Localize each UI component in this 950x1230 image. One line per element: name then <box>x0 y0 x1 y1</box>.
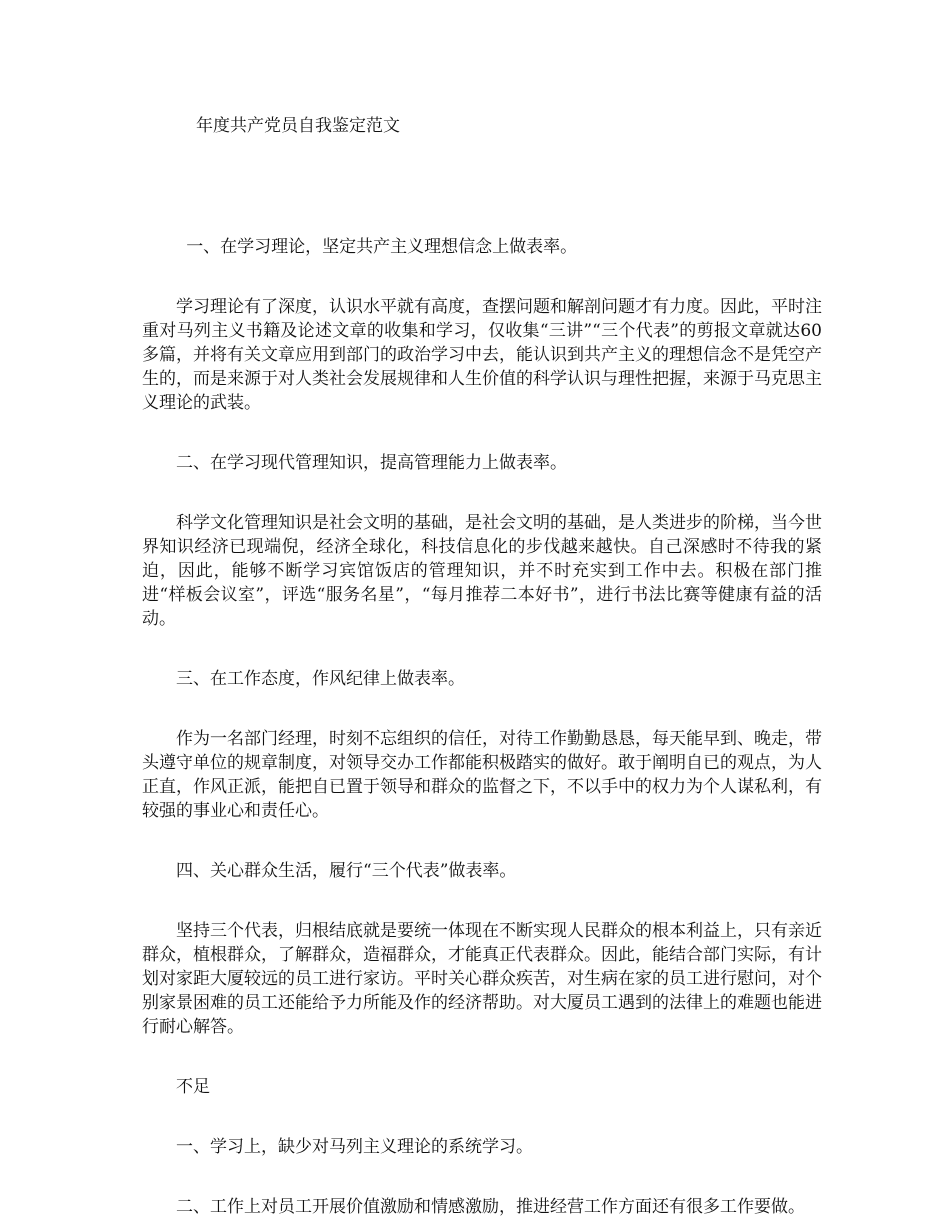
document-title: 年度共产党员自我鉴定范文 <box>196 116 400 136</box>
paragraph-spacer <box>142 1039 822 1075</box>
shortcoming-item-work: 二、工作上对员工开展价值激励和情感激励，推进经营工作方面还有很多工作要做。 <box>176 1197 805 1217</box>
section-heading-shortcomings: 不足 <box>176 1077 210 1097</box>
paragraph-spacer <box>142 1099 822 1135</box>
body-paragraph-management: 科学文化管理知识是社会文明的基础，是社会文明的基础，是人类进步的阶梯，当今世界知识经济已现端倪，经济全球化，科技信息化的步伐越来越快。自己深感时不待我的紧迫，因此，能够不断学习宾馆饭店的管理知识，并不时充实到工作中去。积极在部门推进“样板会议室”，评选“服务名星”，“每月推荐二本好书”，进行书法比赛等健康有益的活动。 <box>142 513 822 629</box>
document-body <box>142 235 822 1219</box>
paragraph-spacer <box>142 259 822 295</box>
shortcoming-item-study: 一、学习上，缺少对马列主义理论的系统学习。 <box>176 1137 533 1157</box>
paragraph-spacer <box>142 475 822 511</box>
paragraph-spacer <box>142 415 822 451</box>
section-heading-work-attitude: 三、在工作态度，作风纪律上做表率。 <box>176 669 465 689</box>
body-paragraph-study-theory: 学习理论有了深度，认识水平就有高度，查摆问题和解剖问题才有力度。因此，平时注重对马列主义书籍及论述文章的收集和学习，仅收集“三讲”“三个代表”的剪报文章就达60多篇，并将有关文章应用到部门的政治学习中去，能认识到共产主义的理想信念不是凭空产生的，而是来源于对人类社会发展规律和人生价值的科学认识与理性把握，来源于马克思主义理论的武装。 <box>142 297 822 413</box>
body-paragraph-work-attitude: 作为一名部门经理，时刻不忘组织的信任，对待工作勤勤恳恳，每天能早到、晚走，带头遵守单位的规章制度，对领导交办工作都能积极踏实的做好。敢于阐明自已的观点，为人正直，作风正派，能把自已置于领导和群众的监督之下，不以手中的权力为个人谋私利，有较强的事业心和责任心。 <box>142 729 822 821</box>
paragraph-spacer <box>142 691 822 727</box>
paragraph-spacer <box>142 631 822 667</box>
section-heading-care-masses: 四、关心群众生活，履行“三个代表”做表率。 <box>176 861 517 881</box>
section-heading-management: 二、在学习现代管理知识，提高管理能力上做表率。 <box>176 453 567 473</box>
paragraph-spacer <box>142 883 822 919</box>
paragraph-spacer <box>142 823 822 859</box>
section-heading-study-theory: 一、在学习理论，坚定共产主义理想信念上做表率。 <box>186 237 578 257</box>
body-paragraph-care-masses: 坚持三个代表，归根结底就是要统一体现在不断实现人民群众的根本利益上，只有亲近群众，植根群众，了解群众，造福群众，才能真正代表群众。因此，能结合部门实际，有计划对家距大厦较远的员工进行家访。平时关心群众疾苦，对生病在家的员工进行慰问，对个别家景困难的员工还能给予力所能及作的经济帮助。对大厦员工遇到的法律上的难题也能进行耐心解答。 <box>142 921 822 1037</box>
paragraph-spacer <box>142 1159 822 1195</box>
